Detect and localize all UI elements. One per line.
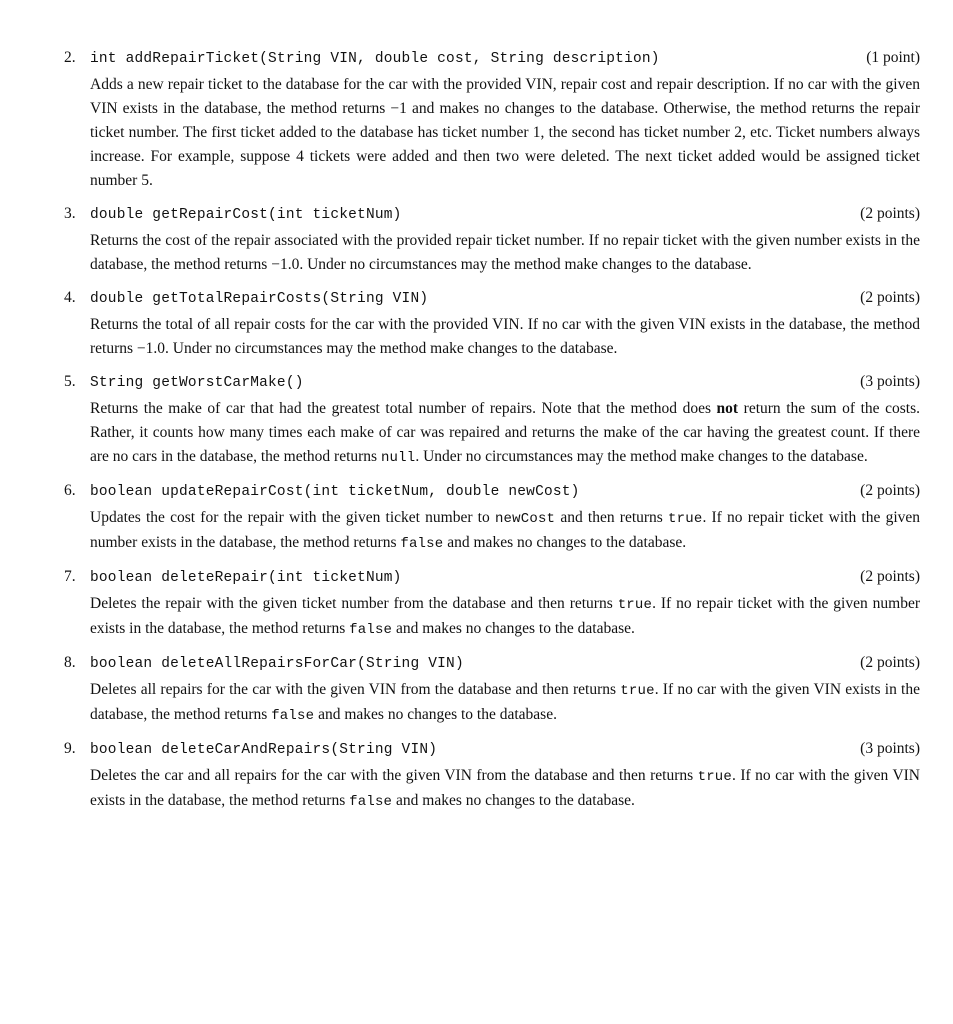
item-description: Deletes all repairs for the car with the given VIN from the database and then returns true. If no car with the given VIN exists in the database, the method returns false and makes no changes to the database. (90, 681, 920, 724)
points-label: (2 points) (860, 482, 920, 499)
points-label: (2 points) (860, 289, 920, 306)
method-signature: double getRepairCost(int ticketNum) (90, 207, 402, 223)
points-label: (2 points) (860, 205, 920, 222)
list-item (64, 479, 920, 556)
points-label: (3 points) (860, 740, 920, 757)
item-description: Updates the cost for the repair with the given ticket number to newCost and then returns true. If no repair ticket with the given number exists in the database, the method returns false and makes no changes to the database. (90, 509, 921, 552)
item-number: 8. (64, 654, 76, 671)
item-description: Deletes the car and all repairs for the car with the given VIN from the database and then returns true. If no car with the given VIN exists in the database, the method returns false and makes no changes to the database. (90, 767, 920, 810)
points-label: (1 point) (866, 49, 920, 66)
list-item (64, 737, 920, 814)
method-signature: int addRepairTicket(String VIN, double cost, String description) (90, 51, 660, 67)
item-header (64, 651, 920, 676)
method-signature: double getTotalRepairCosts(String VIN) (90, 291, 429, 307)
list-item (64, 286, 920, 361)
list-item (64, 370, 920, 470)
item-header (64, 202, 920, 227)
item-header (64, 370, 920, 395)
item-description: Adds a new repair ticket to the database for the car with the provided VIN, repair cost and repair description. If no car with the given VIN exists in the database, the method returns −1 and makes no changes to the database. Otherwise, the method returns the repair ticket number. The first ticket added to the database has ticket number 1, the second has ticket number 2, etc. Ticket numbers always increase. For example, suppose 4 tickets were added and then two were deleted. The next ticket added would be assigned ticket number 5. (90, 76, 920, 189)
item-number: 9. (64, 740, 76, 757)
item-number: 6. (64, 482, 76, 499)
list-item (64, 651, 920, 728)
item-header (64, 737, 920, 762)
item-header (64, 565, 920, 590)
item-number: 2. (64, 49, 76, 66)
method-signature: boolean deleteRepair(int ticketNum) (90, 570, 402, 586)
method-signature: boolean deleteCarAndRepairs(String VIN) (90, 742, 438, 758)
item-number: 7. (64, 568, 76, 585)
item-number: 5. (64, 373, 76, 390)
item-header (64, 46, 920, 71)
list-item (64, 565, 920, 642)
method-signature: boolean deleteAllRepairsForCar(String VIN) (90, 656, 464, 672)
points-label: (2 points) (860, 654, 920, 671)
list-item (64, 202, 920, 277)
method-signature: String getWorstCarMake() (90, 375, 304, 391)
points-label: (3 points) (860, 373, 920, 390)
item-header (64, 286, 920, 311)
item-description: Returns the make of car that had the greatest total number of repairs. Note that the method does not return the sum of the costs. Rather, it counts how many times each make of car was repaired and returns the make of the car having the greatest count. If there are no cars in the database, the method returns null. Under no circumstances may the method make changes to the database. (90, 400, 920, 466)
item-description: Returns the cost of the repair associated with the provided repair ticket number. If no repair ticket with the given number exists in the database, the method returns −1.0. Under no circumstances may the method make changes to the database. (90, 232, 920, 273)
method-signature: boolean updateRepairCost(int ticketNum, double newCost) (90, 484, 580, 500)
item-description: Deletes the repair with the given ticket number from the database and then returns true. If no repair ticket with the given number exists in the database, the method returns false and makes no changes to the database. (90, 595, 920, 638)
item-number: 4. (64, 289, 76, 306)
item-header (64, 479, 920, 504)
points-label: (2 points) (860, 568, 920, 585)
list-item (64, 46, 920, 193)
item-description: Returns the total of all repair costs for the car with the provided VIN. If no car with the given VIN exists in the database, the method returns −1.0. Under no circumstances may the method make changes to the database. (90, 316, 920, 357)
item-number: 3. (64, 205, 76, 222)
